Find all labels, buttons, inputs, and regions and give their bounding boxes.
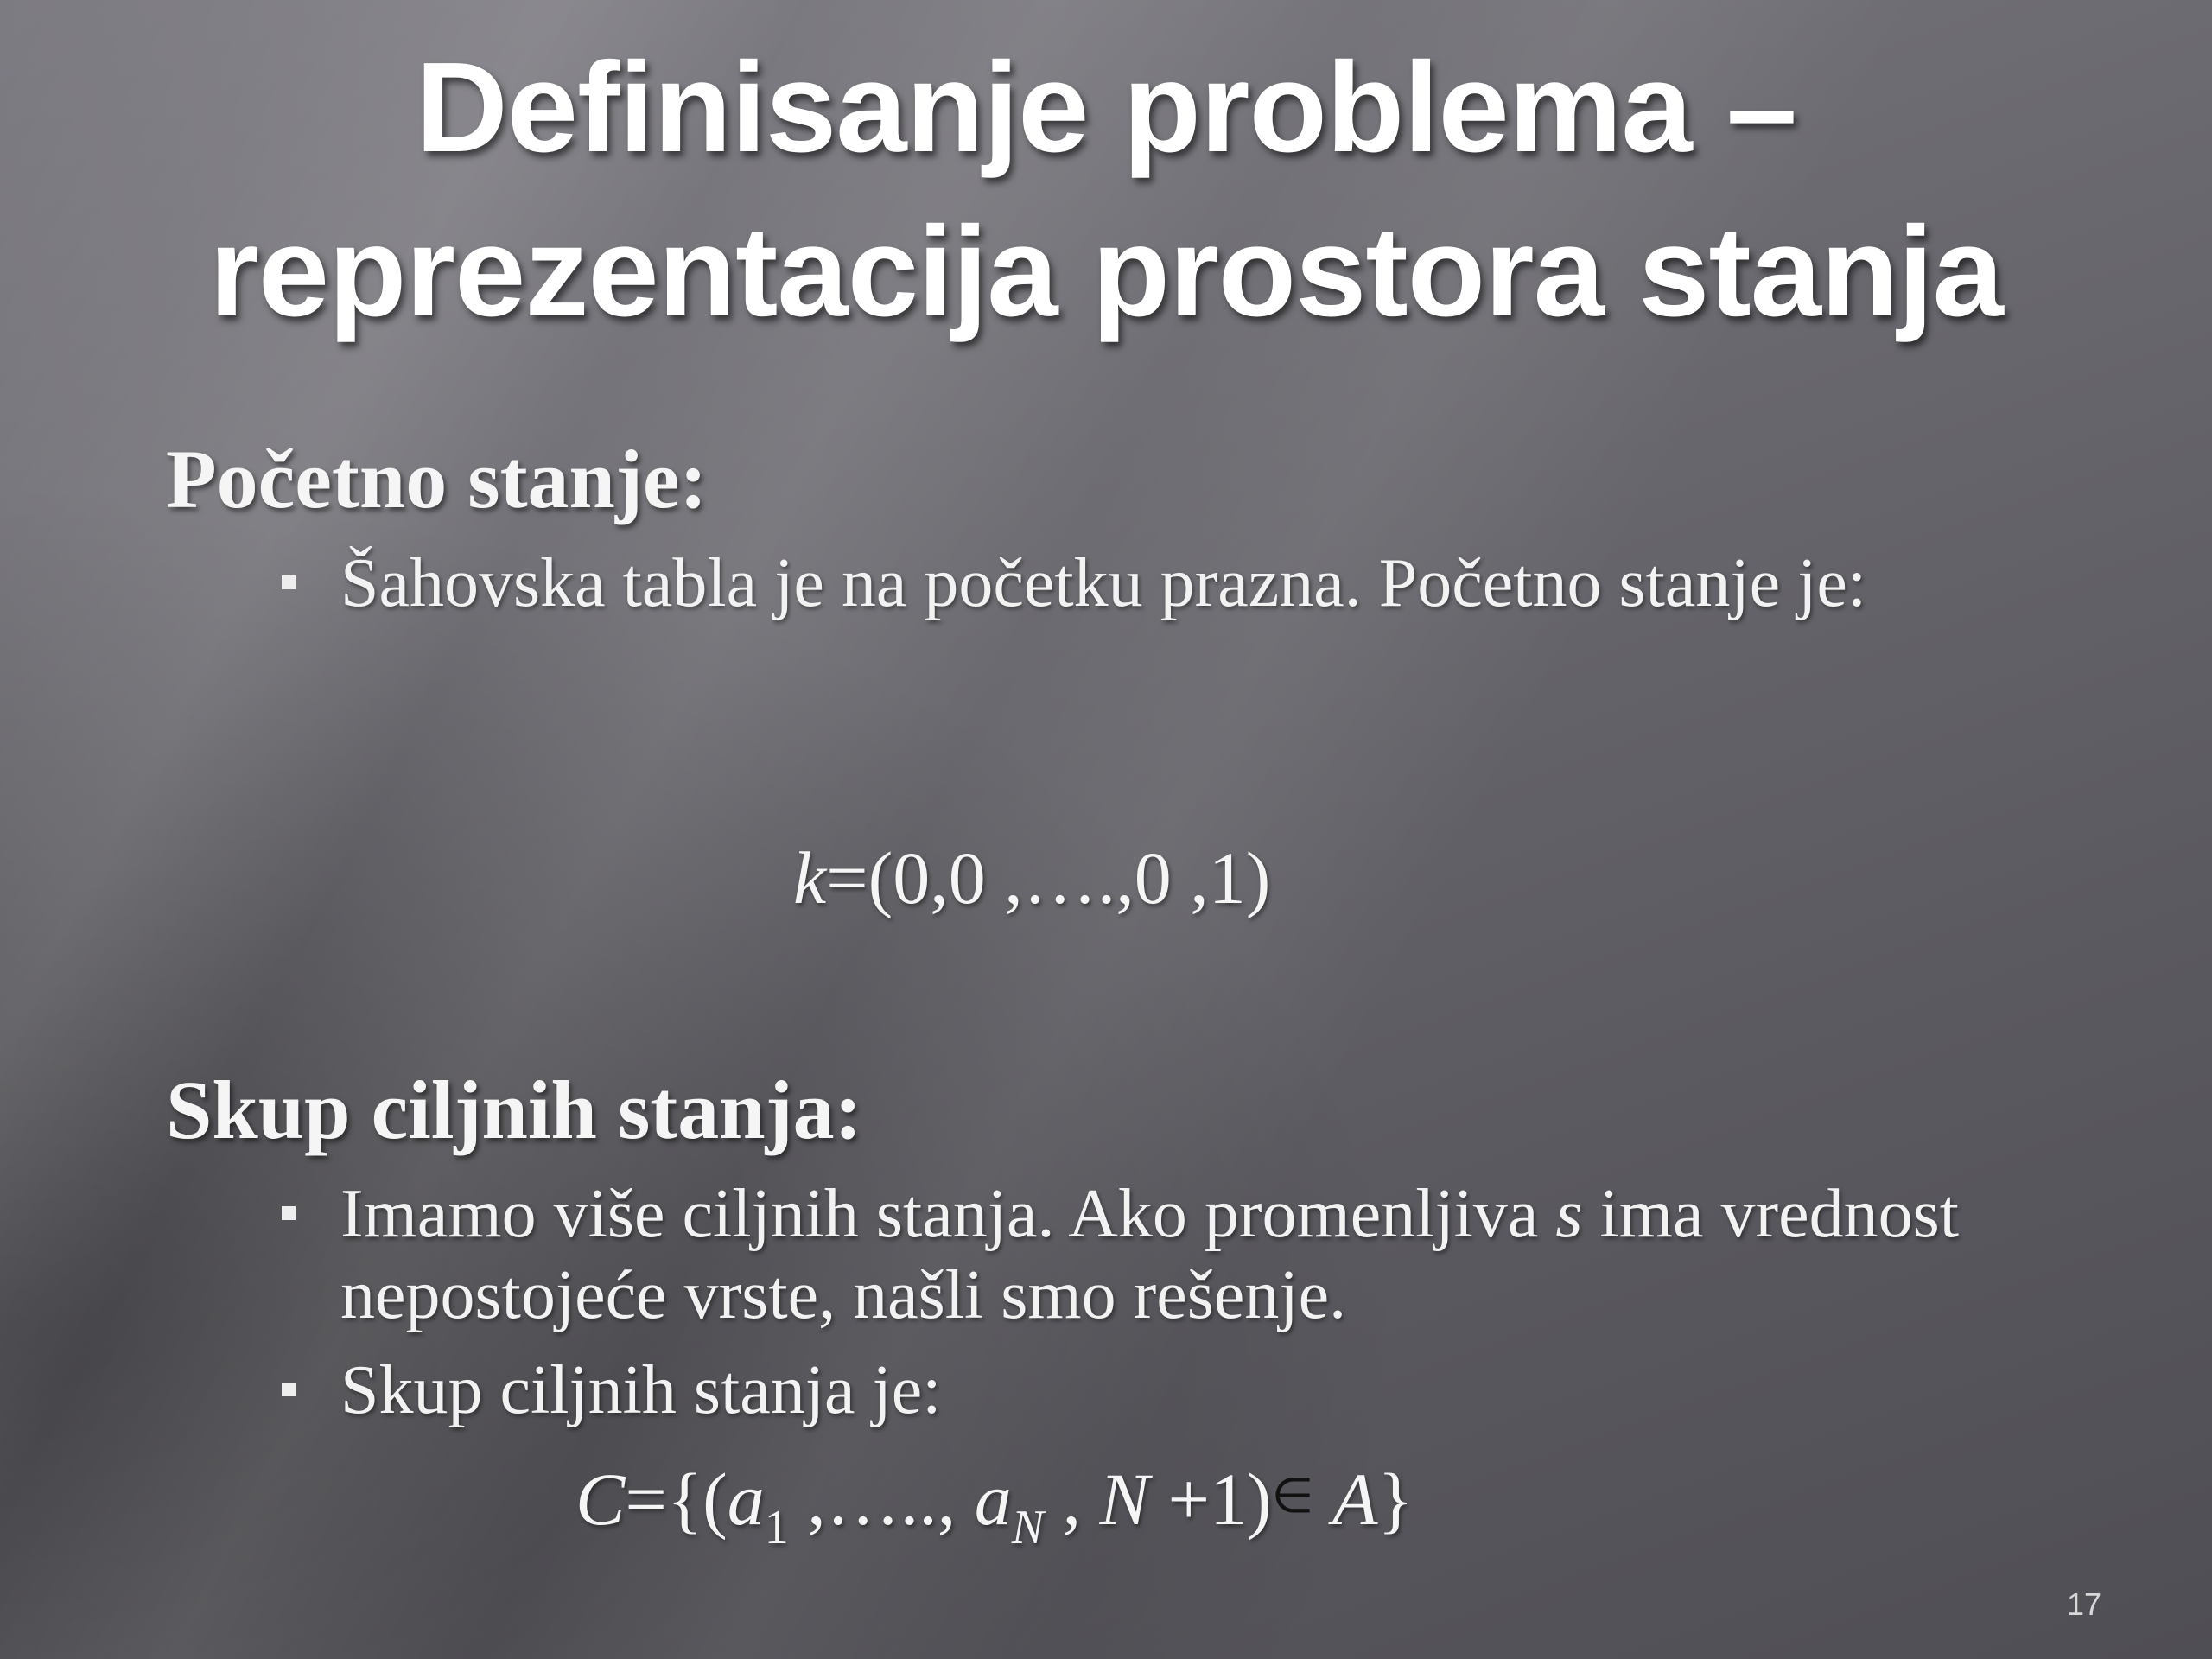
goal-states-bullet-2 [278, 1350, 2069, 1431]
bullet-marker [282, 1382, 296, 1396]
formula-part: , [1044, 1458, 1100, 1541]
variable-N: N [1099, 1458, 1150, 1541]
set-C: C [575, 1458, 626, 1541]
variable-a: a [974, 1458, 1012, 1541]
initial-state-bullet-text: Šahovska tabla je na početku prazna. Početno stanje je: [340, 545, 1867, 621]
formula-variable-k: k [793, 836, 827, 919]
slide-title-line-1: Definisanje problema – [415, 36, 1797, 179]
formula-part [1313, 1458, 1332, 1541]
formula-initial-vector: =(0,0 ,….,0 ,1) [826, 836, 1271, 919]
bullet-marker [282, 575, 296, 589]
bullet-marker [282, 1206, 296, 1220]
initial-state-bullet [278, 543, 2103, 624]
subscript-N: N [1011, 1501, 1045, 1554]
set-A: A [1332, 1458, 1378, 1541]
goal-states-formula [575, 1453, 1414, 1571]
initial-state-heading: Početno stanje: [166, 433, 708, 525]
goal-states-bullet-2-text: Skup ciljnih stanja je: [340, 1352, 942, 1428]
slide-title [0, 26, 2212, 354]
element-of-symbol: ∈ [1271, 1468, 1314, 1524]
slide-number: 17 [2066, 1586, 2101, 1622]
formula-part: ={( [625, 1458, 728, 1541]
goal-states-bullet-1-text [278, 1173, 2069, 1336]
subscript-1: 1 [764, 1501, 789, 1554]
variable-s: s [1555, 1176, 1583, 1252]
bullet-text-part: ima vrednost nepostojeće vrste, našli smo rešenje. [340, 1176, 1960, 1333]
slide-title-line-2: reprezentacija prostora stanja [209, 200, 2003, 343]
formula-part: +1) [1149, 1458, 1272, 1541]
bullet-text-part: Imamo više ciljnih stanja. Ako promenljiva [340, 1176, 1556, 1252]
goal-states-heading: Skup ciljnih stanja: [166, 1064, 862, 1156]
variable-a: a [727, 1458, 765, 1541]
initial-state-formula [793, 835, 1270, 921]
goal-states-bullet-1 [278, 1173, 2069, 1336]
formula-part: ,….., [788, 1458, 975, 1541]
formula-part: } [1377, 1458, 1414, 1541]
